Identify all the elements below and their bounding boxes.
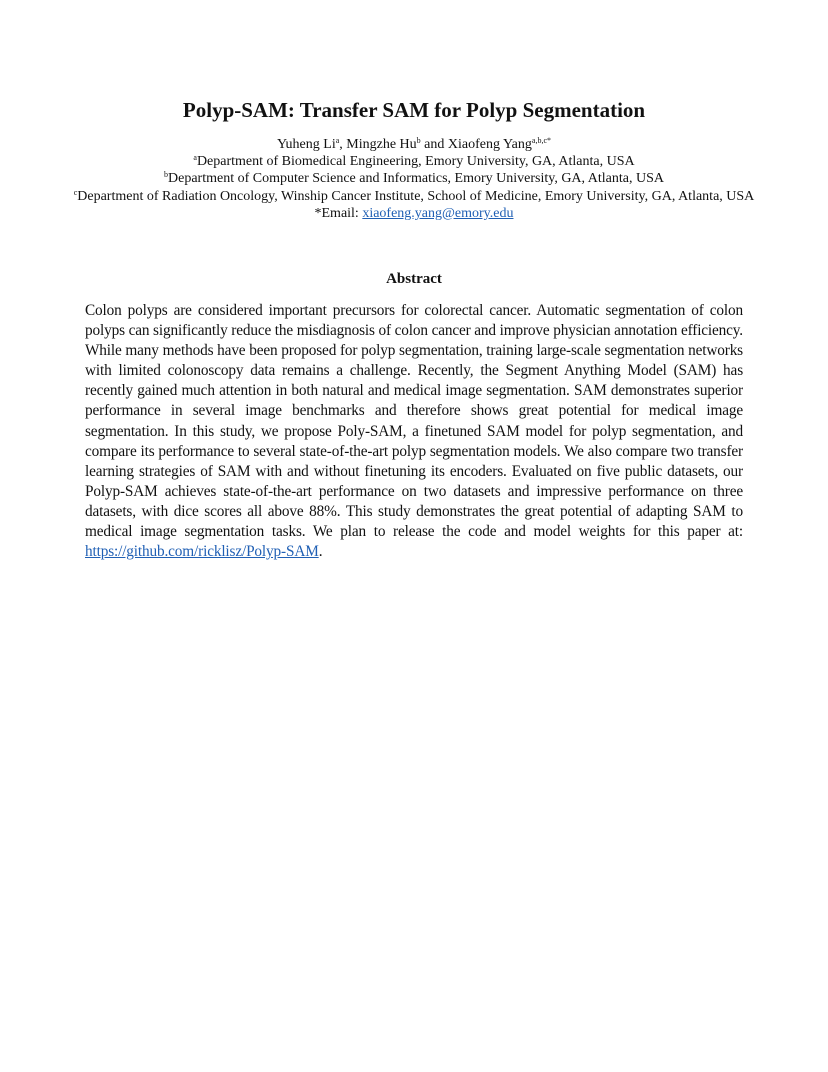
author-affil-mark: a,b,c*	[531, 136, 551, 145]
abstract-end: .	[318, 543, 323, 561]
author-block	[60, 136, 768, 222]
author-list	[60, 136, 768, 153]
author-affil-mark: b	[416, 136, 421, 145]
author-name: Yuheng Li	[277, 137, 336, 152]
affiliation-text: Department of Biomedical Engineering, Emory University, GA, Atlanta, USA	[196, 154, 635, 170]
affiliation-a	[60, 153, 768, 170]
email-line	[60, 205, 768, 222]
author-separator: ,	[339, 137, 347, 152]
affiliation-text: Department of Radiation Oncology, Winship Cancer Institute, School of Medicine, Emory University, GA, Atlanta, USA	[77, 188, 755, 204]
affiliation-text: Department of Computer Science and Informatics, Emory University, GA, Atlanta, USA	[168, 171, 664, 187]
abstract-body	[85, 301, 743, 562]
abstract-text: Colon polyps are considered important precursors for colorectal cancer. Automatic segmentation of colon polyps can significantly reduce the misdiagnosis of colon cancer and improve physician annotation efficiency. While many methods have been proposed for polyp segmentation, training large-scale segmentation networks with limited colonoscopy data remains a challenge. Recently, the Segment Anything Model (SAM) has recently gained much attention in both natural and medical image segmentation. SAM demonstrates superior performance in several image benchmarks and therefore shows great potential for medical image segmentation. In this study, we propose Poly-SAM, a finetuned SAM model for polyp segmentation, and compare its performance to several state-of-the-art polyp segmentation models. We also compare two transfer learning strategies of SAM with and without finetuning its encoders. Evaluated on five public datasets, our Polyp-SAM achieves state-of-the-art performance on two datasets and impressive performance on three datasets, with dice scores all above 88%. This study demonstrates the great potential of adapting SAM to medical image segmentation tasks. We plan to release the code and model weights for this paper at:	[85, 302, 743, 541]
author-name: Xiaofeng Yang	[447, 137, 532, 152]
affiliation-mark: c	[73, 187, 78, 197]
abstract-heading: Abstract	[386, 271, 442, 287]
affiliation-b	[60, 170, 768, 187]
author-separator: and	[420, 137, 448, 152]
affiliation-mark: b	[164, 170, 168, 180]
github-link[interactable]: https://github.com/ricklisz/Polyp-SAM	[85, 543, 319, 561]
paper-title: Polyp-SAM: Transfer SAM for Polyp Segmentation	[182, 98, 646, 122]
author-affil-mark: a	[335, 136, 340, 145]
author-name: Mingzhe Hu	[346, 137, 417, 152]
affiliation-mark: a	[193, 153, 197, 163]
email-label: *Email:	[314, 205, 363, 221]
affiliation-c	[60, 188, 768, 205]
email-link[interactable]: xiaofeng.yang@emory.edu	[362, 205, 514, 221]
